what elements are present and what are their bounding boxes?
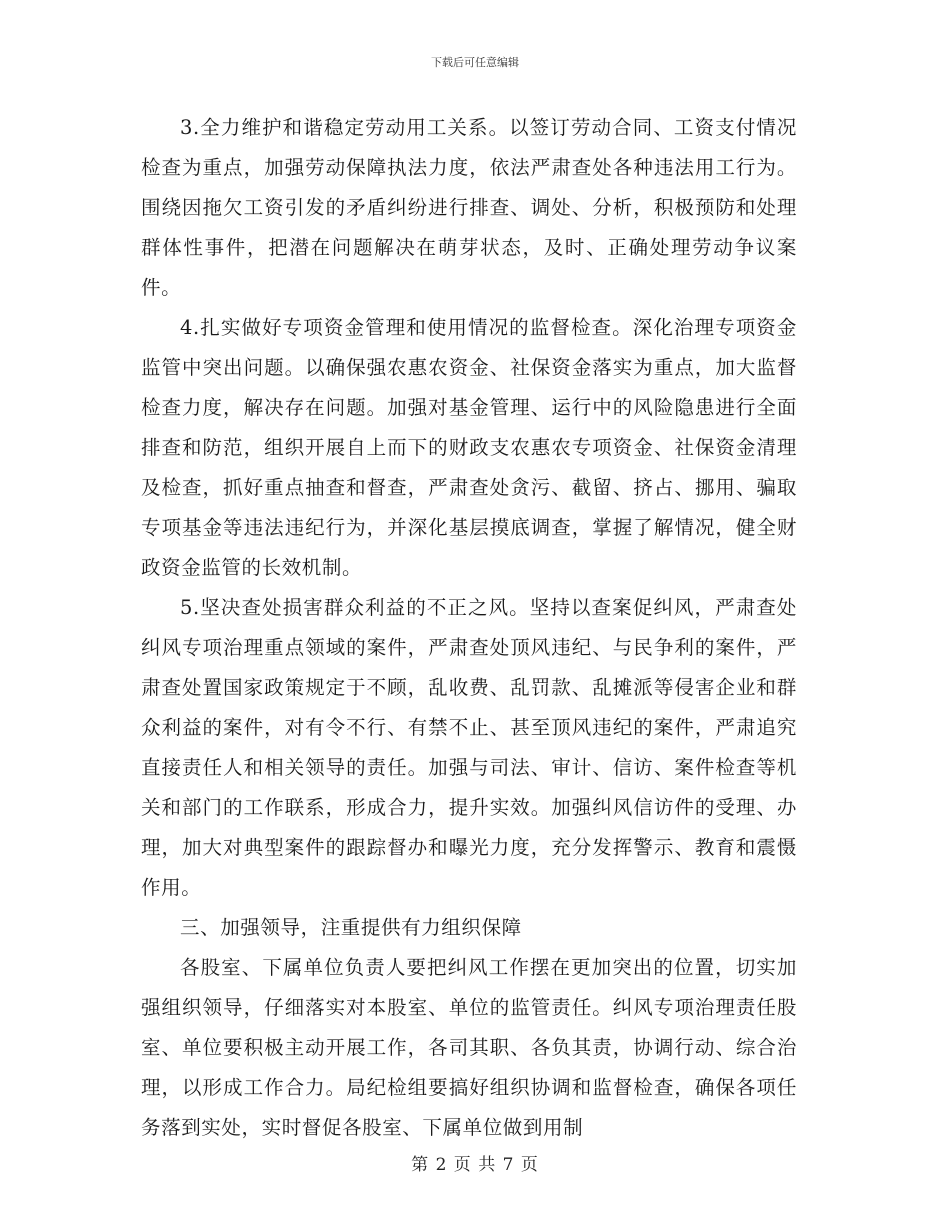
paragraph-item-5: 5.坚决查处损害群众利益的不正之风。坚持以查案促纠风，严肃查处纠风专项治理重点领域的案件，严肃查处顶风违纪、与民争利的案件，严肃查处置国家政策规定于不顾，乱收费、乱罚款、乱摊派等侵害企业和群众利益的案件，对有令不行、有禁不止、甚至顶风违纪的案件，严肃追究直接责任人和相关领导的责任。加强与司法、审计、信访、案件检查等机关和部门的工作联系，形成合力，提升实效。加强纠风信访件的受理、办理，加大对典型案件的跟踪督办和曝光力度，充分发挥警示、教育和震慑作用。 <box>141 596 797 899</box>
page-number: 第 2 页 共 7 页 <box>411 1155 539 1175</box>
section-heading: 三、加强领导，注重提供有力组织保障 <box>180 916 522 939</box>
paragraph-item-4: 4.扎实做好专项资金管理和使用情况的监督检查。深化治理专项资金监管中突出问题。以确保强农惠农资金、社保资金落实为重点，加大监督检查力度，解决存在问题。加强对基金管理、运行中的风险隐患进行全面排查和防范，组织开展自上而下的财政支农惠农专项资金、社保资金清理及检查，抓好重点抽查和督查，严肃查处贪污、截留、挤占、挪用、骗取专项基金等违法违纪行为，并深化基层摸底调查，掌握了解情况，健全财政资金监管的长效机制。 <box>141 316 797 579</box>
paragraph-leadership: 各股室、下属单位负责人要把纠风工作摆在更加突出的位置，切实加强组织领导，仔细落实对本股室、单位的监管责任。纠风专项治理责任股室、单位要积极主动开展工作，各司其职、各负其责，协调行动、综合治理，以形成工作合力。局纪检组要搞好组织协调和监督检查，确保各项任务落到实处，实时督促各股室、下属单位做到用制 <box>141 956 797 1139</box>
document-body <box>141 108 797 1148</box>
page-header: 下载后可任意编辑 <box>431 56 519 69</box>
paragraph-item-3: 3.全力维护和谐稳定劳动用工关系。以签订劳动合同、工资支付情况检查为重点，加强劳动保障执法力度，依法严肃查处各种违法用工行为。围绕因拖欠工资引发的矛盾纠纷进行排查、调处、分析，积极预防和处理群体性事件，把潜在问题解决在萌芽状态，及时、正确处理劳动争议案件。 <box>141 116 797 299</box>
